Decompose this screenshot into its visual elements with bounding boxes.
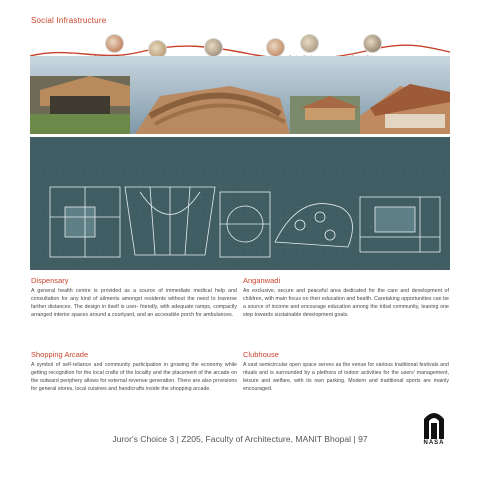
material-thumbnail (105, 34, 124, 53)
material-thumbnail (204, 38, 223, 57)
floor-plans-panel (30, 137, 450, 270)
clubhouse-heading: Clubhouse (243, 350, 279, 359)
dispensary-body: A general health centre is provided as a source of immediate medical help and consultation for any kind of ailments amongst residents without the need to traverse farther distances. The design in itself is user- friendly, with adequate ramps, compactly arranged interior spaces around a courtyard, and an accessible porch for ambulances. (31, 288, 237, 319)
render-dispensary-view (30, 76, 130, 134)
anganwadi-heading: Anganwadi (243, 276, 281, 285)
rendered-views-strip (30, 56, 450, 134)
material-thumbnail (300, 34, 319, 53)
shopping-arcade-heading: Shopping Arcade (31, 350, 89, 359)
shopping-arcade-section (31, 350, 237, 393)
shopping-arcade-body: A symbol of self-reliance and community participation in growing the economy while getting recognition for the local crafts of the locality and the placement of the arcade on the outward periphery allows for external revenue generation. There are also provisions for general stores, local cuisines and handicrafts inside the shopping arcade. (31, 362, 237, 393)
page-footer: Juror's Choice 3 | Z205, Faculty of Architecture, MANIT Bhopal | 97 (112, 434, 368, 444)
dispensary-section (31, 276, 237, 319)
clubhouse-body: A vast semicircular open space serves as the venue for various traditional festivals and rituals and is surrounded by a plethora of indoor activities for the users' management, leisure and welfare, with its own parking. Modern and traditional sports are mainly encouraged. (243, 362, 449, 393)
anganwadi-body: An exclusive, secure and peaceful area dedicated for the care and development of children, with main focus on their education and health. Caretaking opportunities can be a source of income and encourage education among the tribal community, leaning one step towards sustainable development goals. (243, 288, 449, 319)
section-title: Social Infrastructure (31, 16, 107, 25)
logo-text: NASA (423, 440, 445, 446)
material-thumbnail (363, 34, 382, 53)
clubhouse-section (243, 350, 449, 393)
material-thumbnail (266, 38, 285, 57)
render-anganwadi-view (290, 96, 360, 134)
dispensary-heading: Dispensary (31, 276, 69, 285)
anganwadi-section (243, 276, 449, 319)
